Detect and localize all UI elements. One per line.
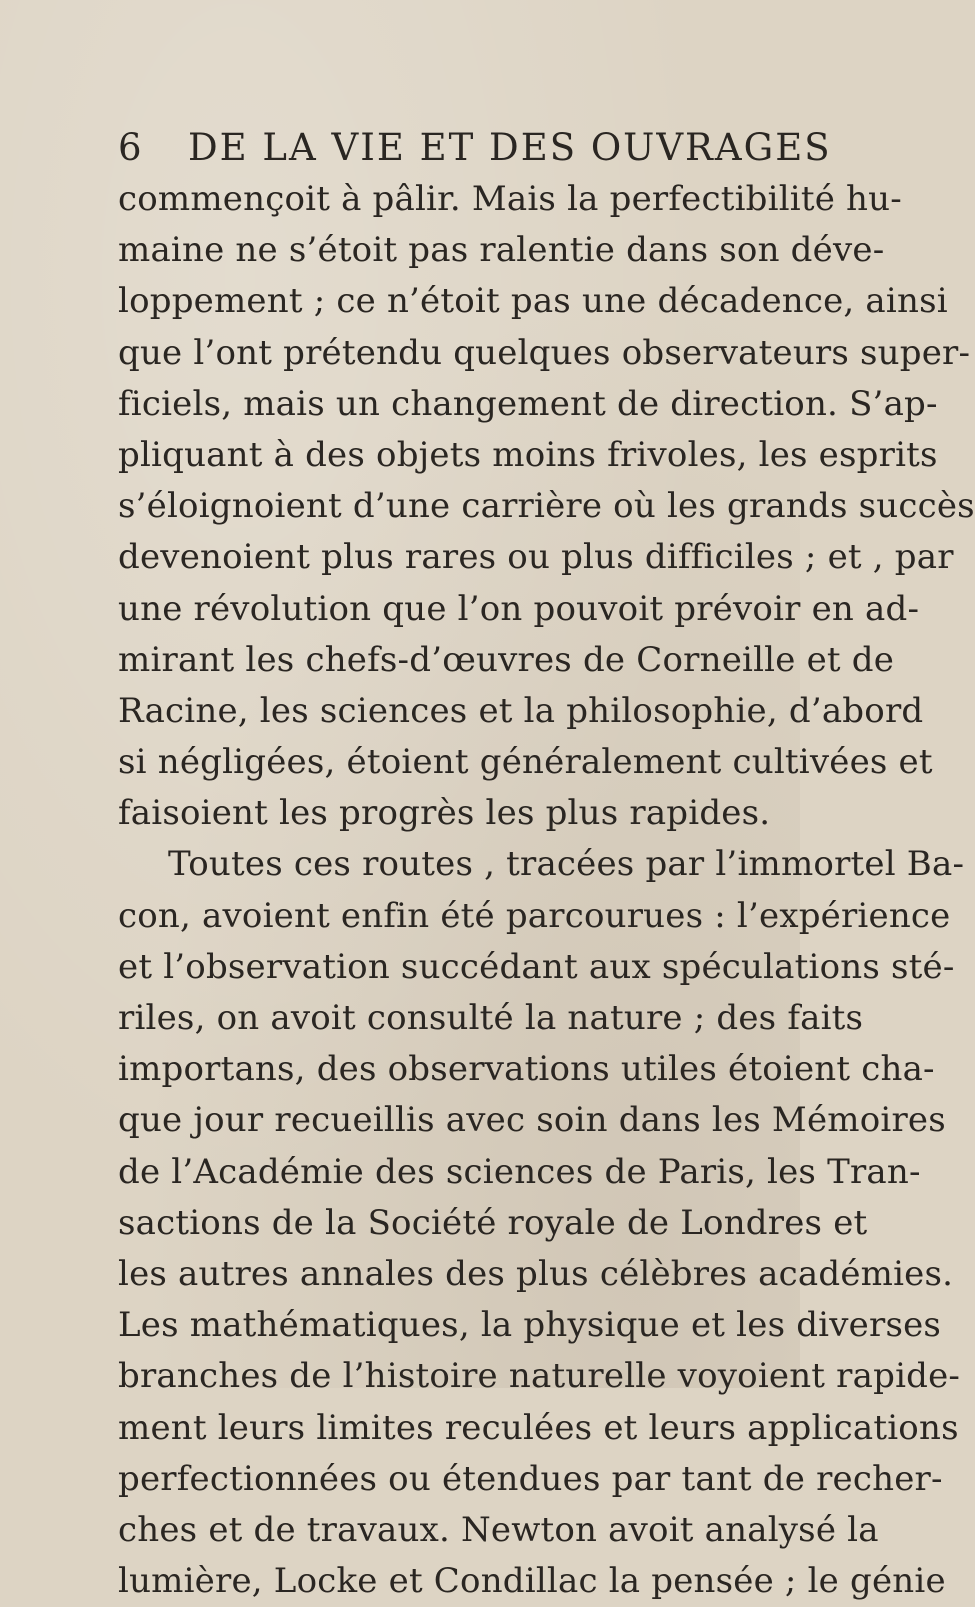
text-line: perfectionnées ou étendues par tant de recher- — [118, 1458, 943, 1499]
text-line: et l’observation succédant aux spéculations sté- — [118, 946, 955, 987]
text-line: riles, on avoit consulté la nature ; des faits — [118, 998, 864, 1038]
text-line: branches de l’histoire naturelle voyoient rapide- — [118, 1356, 961, 1397]
text-line: que l’ont prétendu quelques observateurs super- — [118, 332, 971, 373]
running-title: DE LA VIE ET DES OUVRAGES — [188, 126, 832, 169]
text-line: Les mathématiques, la physique et les diverses — [118, 1305, 942, 1346]
running-header — [118, 126, 832, 176]
text-line: maine ne s’étoit pas ralentie dans son déve- — [118, 230, 885, 271]
text-line: loppement ; ce n’étoit pas une décadence, ainsi — [118, 281, 948, 322]
text-line: pliquant à des objets moins frivoles, les esprits — [118, 434, 938, 475]
text-line: commençoit à pâlir. Mais la perfectibilité hu- — [118, 179, 902, 219]
text-line: Racine, les sciences et la philosophie, d’abord — [118, 690, 924, 731]
text-line: lumière, Locke et Condillac la pensée ; le génie — [118, 1561, 946, 1602]
text-line: con, avoient enfin été parcourues : l’expérience — [118, 895, 951, 936]
text-line: importans, des observations utiles étoient cha- — [118, 1049, 935, 1090]
text-line: faisoient les progrès les plus rapides. — [118, 793, 771, 834]
text-line: sactions de la Société royale de Londres et — [118, 1202, 868, 1243]
text-line: ficiels, mais un changement de direction. S’ap- — [118, 383, 938, 424]
paragraph-start-line: Toutes ces routes , tracées par l’immortel Ba- — [168, 844, 965, 885]
page-number: 6 — [118, 126, 144, 169]
body-text — [118, 174, 975, 1607]
text-line: si négligées, étoient généralement cultivées et — [118, 742, 933, 783]
text-line: de l’Académie des sciences de Paris, les Tran- — [118, 1151, 921, 1192]
text-line: ches et de travaux. Newton avoit analysé la — [118, 1509, 879, 1550]
text-line: mirant les chefs-d’œuvres de Corneille et de — [118, 639, 895, 680]
text-line: les autres annales des plus célèbres académies. — [118, 1253, 954, 1294]
text-line: une révolution que l’on pouvoit prévoir en ad- — [118, 588, 920, 629]
text-line: ment leurs limites reculées et leurs applications — [118, 1407, 959, 1448]
text-line: devenoient plus rares ou plus difficiles ; et , par — [118, 537, 954, 578]
text-line: s’éloignoient d’une carrière où les grands succès — [118, 486, 975, 527]
text-line: que jour recueillis avec soin dans les Mémoires — [118, 1100, 946, 1141]
